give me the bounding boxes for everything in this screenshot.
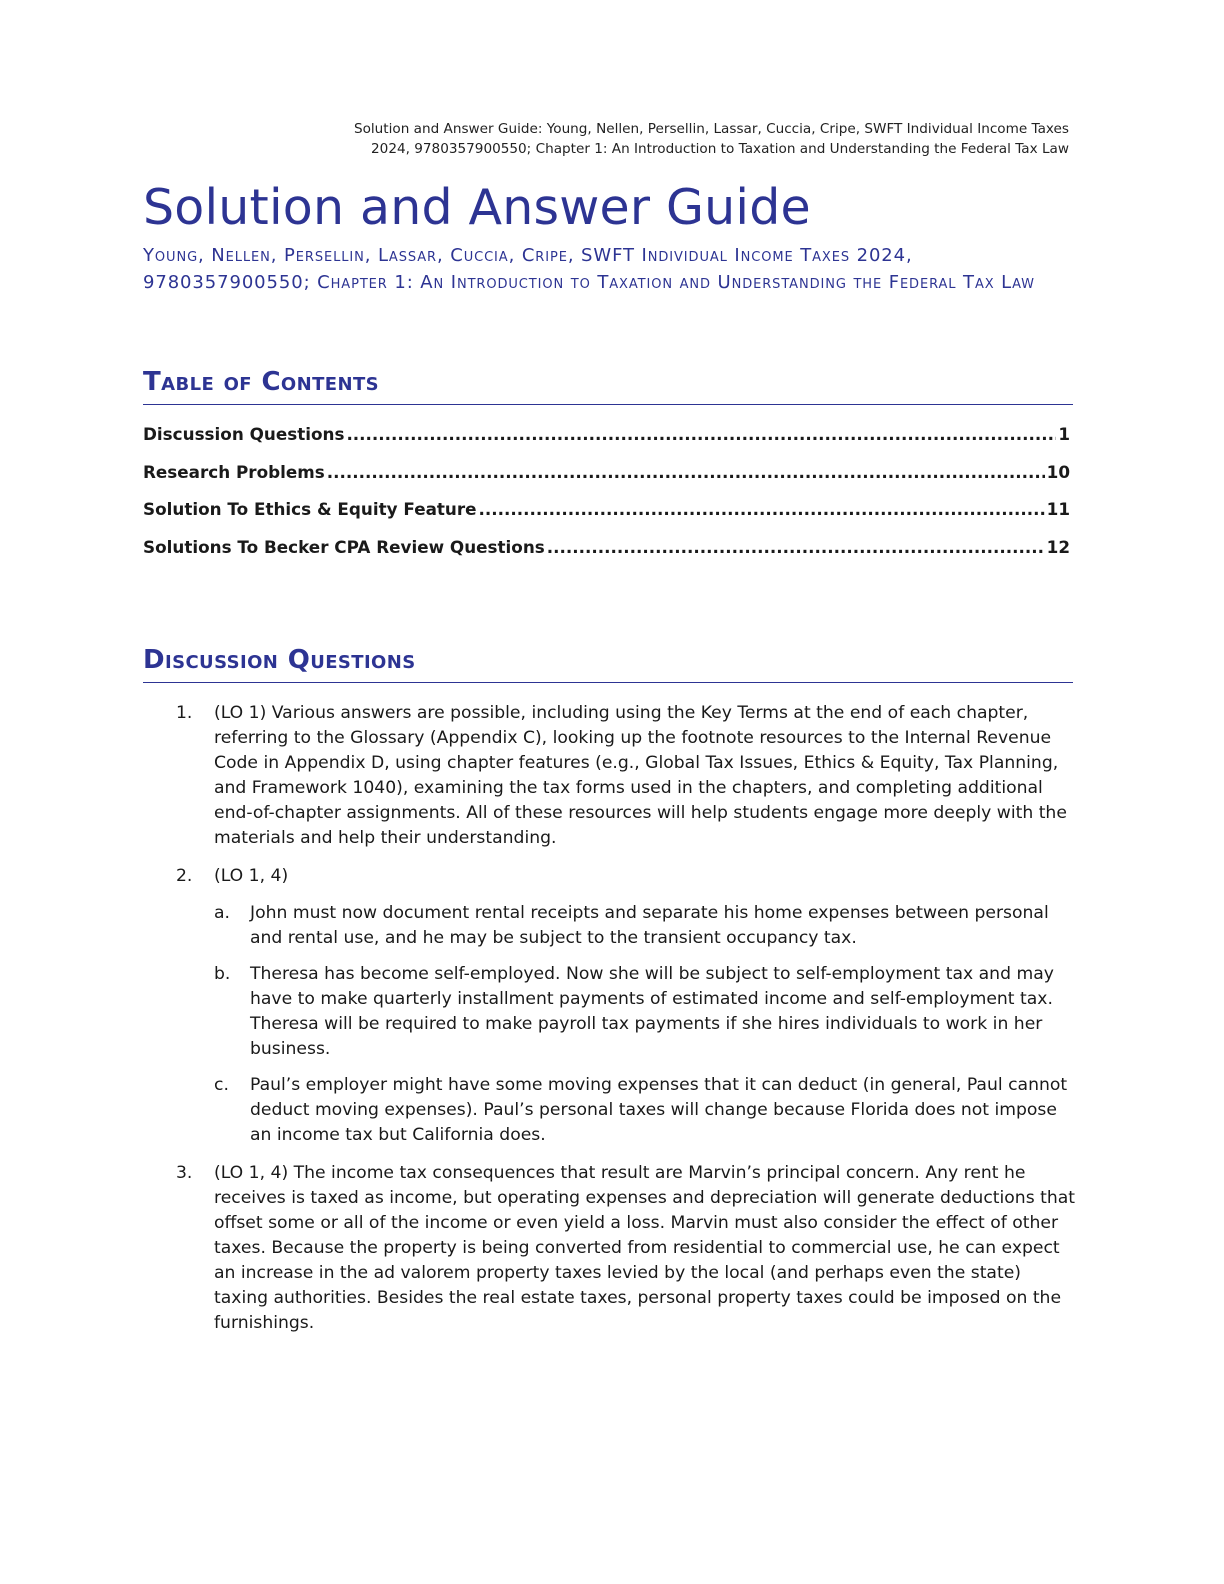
sub-question-text: John must now document rental receipts and separate his home expenses between personal and rental use, and he may be subject to the transient occupancy tax. <box>250 903 1049 948</box>
document-subtitle: Young, Nellen, Persellin, Lassar, Cuccia, Cripe, SWFT Individual Income Taxes 2024, 9780357900550; Chapter 1: An Introduction to Taxation and Understanding the Federal Tax Law <box>143 245 1035 293</box>
toc-entry-page: 11 <box>1046 499 1070 519</box>
toc-entry-becker-cpa[interactable] <box>143 537 1070 575</box>
question-item <box>176 864 1076 1148</box>
question-number: 1. <box>176 703 193 723</box>
sub-question-item <box>214 962 1076 1062</box>
sub-question-text: Paul’s employer might have some moving expenses that it can deduct (in general, Paul cannot deduct moving expenses). Paul’s personal taxes will change because Florida does not impose an income tax but California does. <box>250 1075 1068 1145</box>
question-item <box>176 1161 1076 1336</box>
toc-entry-page: 10 <box>1046 461 1070 482</box>
toc-entry-label: Research Problems <box>143 461 325 482</box>
sub-question-text: Theresa has become self-employed. Now she will be subject to self-employment tax and may have to make quarterly installment payments of estimated income and self-employment tax. Theresa will be required to make payroll tax payments if she hires individuals to work in her business. <box>250 964 1054 1059</box>
toc-entry-label: Solution To Ethics & Equity Feature <box>143 499 477 519</box>
toc-entry-discussion-questions[interactable] <box>143 424 1070 462</box>
toc-heading: Table of Contents <box>143 366 1073 405</box>
table-of-contents <box>143 424 1070 574</box>
toc-entry-label: Discussion Questions <box>143 424 345 444</box>
question-number: 2. <box>176 866 193 886</box>
sub-question-list <box>214 901 1076 1148</box>
sub-question-item <box>214 901 1076 951</box>
running-header <box>109 119 1069 159</box>
question-number: 3. <box>176 1163 193 1183</box>
running-header-line-1: Solution and Answer Guide: Young, Nellen, Persellin, Lassar, Cuccia, Cripe, SWFT Individual Income Taxes <box>353 121 1069 137</box>
sub-question-letter: a. <box>214 903 230 923</box>
question-text: (LO 1, 4) <box>214 866 289 886</box>
toc-leader-dots <box>346 424 1056 444</box>
running-header-line-2: 2024, 9780357900550; Chapter 1: An Introduction to Taxation and Understanding the Federal Tax Law <box>371 141 1069 157</box>
document-title: Solution and Answer Guide <box>143 179 811 236</box>
sub-question-item <box>214 1073 1076 1148</box>
toc-entry-research-problems[interactable] <box>143 462 1070 500</box>
toc-leader-dots <box>327 462 1045 482</box>
toc-entry-label: Solutions To Becker CPA Review Questions <box>143 536 545 557</box>
sub-question-letter: c. <box>214 1075 229 1095</box>
toc-leader-dots <box>479 499 1045 519</box>
sub-question-letter: b. <box>214 964 231 984</box>
toc-entry-ethics-equity[interactable] <box>143 499 1070 537</box>
question-text: (LO 1) Various answers are possible, including using the Key Terms at the end of each chapter, referring to the Glossary (Appendix C), looking up the footnote resources to the Internal Revenue Code in Appendix D, using chapter features (e.g., Global Tax Issues, Ethics & Equity, Tax Planning, and Framework 1040), examining the tax forms used in the chapters, and completing additional end-of-chapter assignments. All of these resources will help students engage more deeply with the materials and help their understanding. <box>214 703 1067 848</box>
discussion-questions-list <box>176 701 1076 1349</box>
discussion-questions-heading: Discussion Questions <box>143 644 1073 683</box>
toc-entry-page: 1 <box>1058 424 1070 444</box>
toc-entry-page: 12 <box>1046 536 1070 557</box>
question-text: (LO 1, 4) The income tax consequences that result are Marvin’s principal concern. Any rent he receives is taxed as income, but operating expenses and depreciation will generate deductions that offset some or all of the income or even yield a loss. Marvin must also consider the effect of other taxes. Because the property is being converted from residential to commercial use, he can expect an increase in the ad valorem property taxes levied by the local (and perhaps even the state) taxing authorities. Besides the real estate taxes, personal property taxes could be imposed on the furnishings. <box>214 1163 1076 1333</box>
toc-leader-dots <box>547 537 1045 557</box>
question-item <box>176 701 1076 851</box>
